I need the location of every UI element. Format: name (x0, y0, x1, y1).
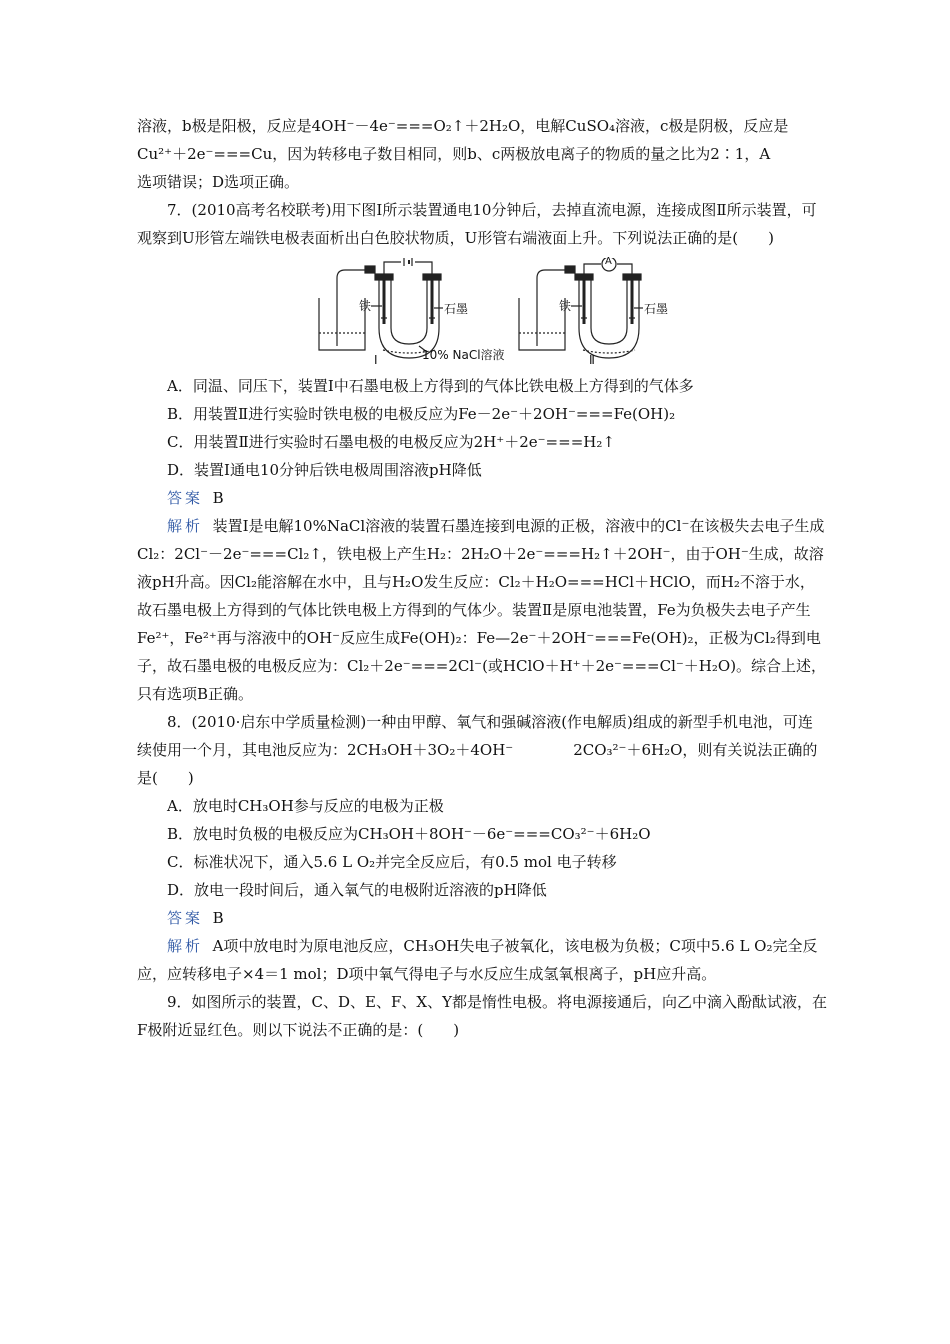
fig1-caption: Ⅰ (374, 353, 378, 367)
option-d: D．放电一段时间后，通入氧气的电极附近溶液的pH降低 (167, 881, 547, 899)
analysis-label: 解析 (167, 937, 204, 955)
electrolysis-figure (137, 258, 827, 368)
answer-label: 答案 (167, 909, 204, 927)
answer-line (137, 484, 827, 512)
question-8-stem: 8．(2010·启东中学质量检测)一种由甲醇、氧气和强碱溶液(作电解质)组成的新型手机电池，可连续使用一个月，其电池反应为：2CH₃OH＋3O₂＋4OH⁻ 2CO₃²⁻＋6H₂O，则有关说法正确的是( ) (137, 713, 818, 787)
analysis-text: 装置Ⅰ是电解10%NaCl溶液的装置石墨连接到电源的正极，溶液中的Cl⁻在该极失去电子生成Cl₂：2Cl⁻－2e⁻===Cl₂↑，铁电极上产生H₂：2H₂O＋2e⁻===H₂↑＋2OH⁻，由于OH⁻生成，故溶液pH升高。因Cl₂能溶解在水中，且与H₂O发生反应：Cl₂＋H₂O===HCl＋HClO，而H₂不溶于水，故石墨电极上方得到的气体比铁电极上方得到的气体少。装置Ⅱ是原电池装置，Fe为负极失去电子产生Fe²⁺，Fe²⁺再与溶液中的OH⁻反应生成Fe(OH)₂：Fe—2e⁻＋2OH⁻===Fe(OH)₂，正极为Cl₂得到电子，故石墨电极的电极反应为：Cl₂＋2e⁻===2Cl⁻(或HClO＋H⁺＋2e⁻===Cl⁻＋H₂O)。综合上述，只有选项B正确。 (137, 517, 827, 703)
analysis-paragraph (137, 512, 827, 708)
answer-label: 答案 (167, 489, 204, 507)
fig2-iron-label: 铁 (559, 299, 572, 313)
option-a: A．放电时CH₃OH参与反应的电极为正极 (167, 797, 444, 815)
text-line: Cu²⁺＋2e⁻===Cu，因为转移电子数目相同，则b、c两极放电离子的物质的量之比为2∶1，A (137, 145, 771, 163)
question-7-stem: 7．(2010高考名校联考)用下图Ⅰ所示装置通电10分钟后，去掉直流电源，连接成图Ⅱ所示装置，可观察到U形管左端铁电极表面析出白色胶状物质，U形管右端液面上升。下列说法正确的是( ) (137, 201, 817, 247)
analysis-label: 解析 (167, 517, 204, 535)
fig1-iron-label: 铁 (359, 299, 372, 313)
option-c: C．用装置Ⅱ进行实验时石墨电极的电极反应为2H⁺＋2e⁻===H₂↑ (167, 433, 615, 451)
option-b: B．放电时负极的电极反应为CH₃OH＋8OH⁻－6e⁻===CO₃²⁻＋6H₂O (167, 825, 651, 843)
answer-value: B (212, 909, 224, 927)
document-page (137, 112, 827, 1044)
fig2-caption: Ⅱ (589, 353, 595, 367)
option-d: D．装置Ⅰ通电10分钟后铁电极周围溶液pH降低 (167, 461, 482, 479)
answer-value: B (212, 489, 224, 507)
fig1-solution-label: 10% NaCl溶液 (422, 348, 505, 362)
text-line: 选项错误；D选项正确。 (137, 173, 300, 191)
answer-line (137, 904, 827, 932)
question-9-stem: 9．如图所示的装置，C、D、E、F、X、Y都是惰性电极。将电源接通后，向乙中滴入酚酞试液，在F极附近显红色。则以下说法不正确的是：( ) (137, 993, 827, 1039)
fig1-graphite-label: 石墨 (444, 302, 469, 316)
analysis-paragraph (137, 932, 827, 988)
text-line: 溶液，b极是阳极，反应是4OH⁻－4e⁻===O₂↑＋2H₂O，电解CuSO₄溶液，c极是阴极，反应是 (137, 117, 789, 135)
option-a: A．同温、同压下，装置Ⅰ中石墨电极上方得到的气体比铁电极上方得到的气体多 (167, 377, 694, 395)
fig2-graphite-label: 石墨 (644, 302, 669, 316)
ammeter-label: A (605, 256, 612, 267)
option-c: C．标准状况下，通入5.6 L O₂并完全反应后，有0.5 mol 电子转移 (167, 853, 617, 871)
option-b: B．用装置Ⅱ进行实验时铁电极的电极反应为Fe－2e⁻＋2OH⁻===Fe(OH)₂ (167, 405, 676, 423)
analysis-text: A项中放电时为原电池反应，CH₃OH失电子被氧化，该电极为负极；C项中5.6 L O₂完全反应，应转移电子×4＝1 mol；D项中氧气得电子与水反应生成氢氧根离子，pH应升高。 (137, 937, 818, 983)
